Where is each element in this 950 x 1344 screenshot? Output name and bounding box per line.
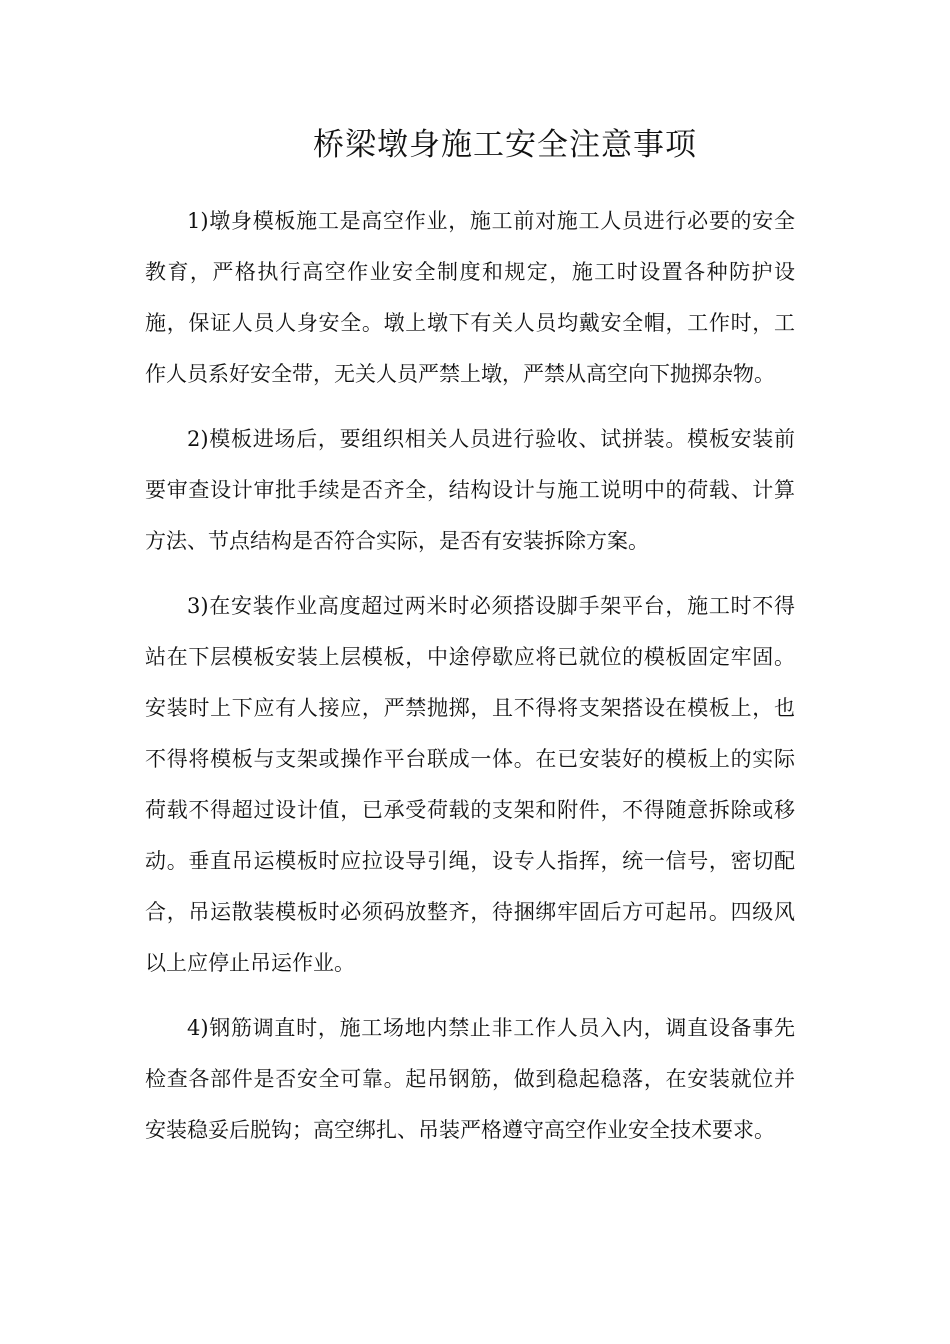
paragraph-4: 4)钢筋调直时，施工场地内禁止非工作人员入内，调直设备事先检查各部件是否安全可靠。起吊钢筋，做到稳起稳落，在安装就位并安装稳妥后脱钩；高空绑扎、吊装严格遵守高空作业安全技术要求。 [145, 1016, 795, 1142]
document-body [145, 196, 795, 1170]
paragraph-2: 2)模板进场后，要组织相关人员进行验收、试拼装。模板安装前要审查设计审批手续是否齐全，结构设计与施工说明中的荷载、计算方法、节点结构是否符合实际，是否有安装拆除方案。 [145, 427, 795, 553]
paragraph-3: 3)在安装作业高度超过两米时必须搭设脚手架平台，施工时不得站在下层模板安装上层模板，中途停歇应将已就位的模板固定牢固。安装时上下应有人接应，严禁抛掷，且不得将支架搭设在模板上，也不得将模板与支架或操作平台联成一体。在已安装好的模板上的实际荷载不得超过设计值，已承受荷载的支架和附件，不得随意拆除或移动。垂直吊运模板时应拉设导引绳，设专人指挥，统一信号，密切配合，吊运散装模板时必须码放整齐，待捆绑牢固后方可起吊。四级风以上应停止吊运作业。 [145, 594, 795, 975]
document-title: 桥梁墩身施工安全注意事项 [313, 127, 697, 163]
paragraph-1: 1)墩身模板施工是高空作业，施工前对施工人员进行必要的安全教育，严格执行高空作业安全制度和规定，施工时设置各种防护设施，保证人员人身安全。墩上墩下有关人员均戴安全帽，工作时，工作人员系好安全带，无关人员严禁上墩，严禁从高空向下抛掷杂物。 [145, 209, 795, 386]
